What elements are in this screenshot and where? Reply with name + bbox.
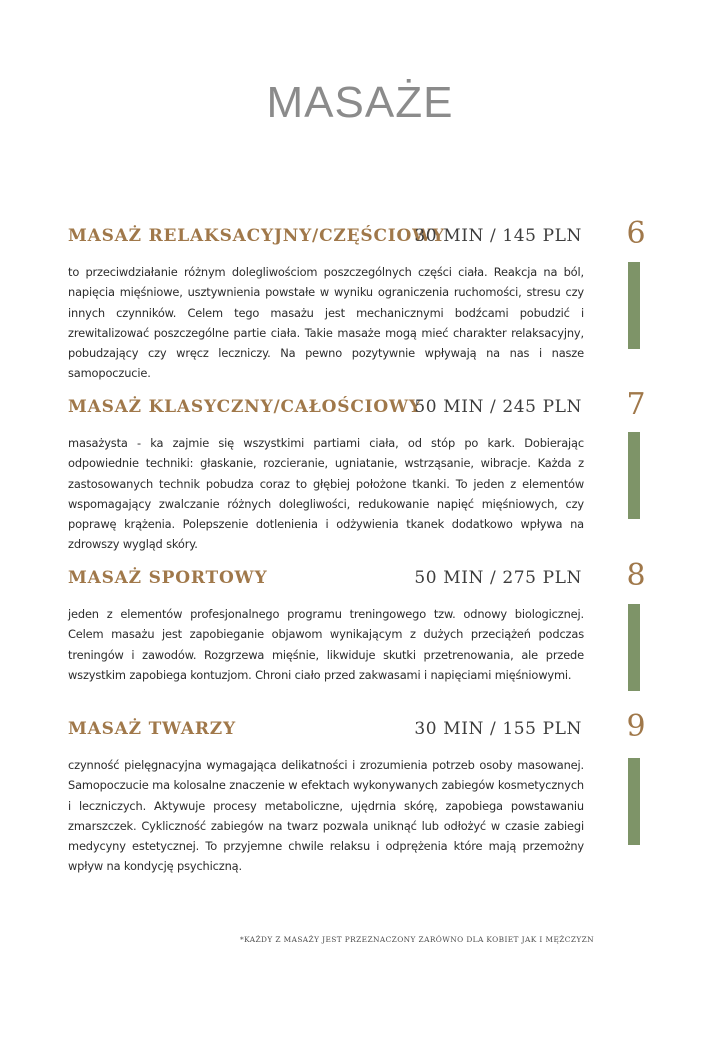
accent-bar (628, 758, 640, 845)
service-name: MASAŻ RELAKSACYJNY/CZĘŚCIOWY (68, 226, 445, 246)
service-item (68, 397, 584, 555)
service-price: 50 MIN / 275 PLN (414, 568, 582, 588)
service-price: 30 MIN / 145 PLN (414, 226, 582, 246)
page-title: MASAŻE (266, 78, 454, 127)
service-description: jeden z elementów profesjonalnego programu treningowego tzw. odnowy biologicznej. Celem masażu jest zapobieganie objawom wynikającym z dużych przeciążeń podczas treningów i zawodów. Rozgrzewa mięśnie, likwiduje skutki przetrenowania, ale przede wszystkim zapobiega kontuzjom. Chroni ciało przed zakwasami i napięciami mięśniowymi. (68, 607, 584, 682)
accent-bar (628, 604, 640, 691)
service-name: MASAŻ SPORTOWY (68, 568, 268, 588)
service-description: czynność pielęgnacyjna wymagająca delikatności i zrozumienia potrzeb osoby masowanej. Samopoczucie ma kolosalne znaczenie w efektach wykonywanych zabiegów kosmetycznych i leczniczych. Aktywuje procesy metaboliczne, ujędrnia skórę, zapobiega powstawaniu zmarszczek. Cykliczność zabiegów na twarz pozwala uniknąć lub odłożyć w czasie zabiegi medycyny estetycznej. To przyjemne chwile relaksu i odprężenia które mają przemożny wpływ na kondycję psychiczną. (68, 758, 584, 874)
footnote: *KAŻDY Z MASAŻY JEST PRZEZNACZONY ZARÓWNO DLA KOBIET JAK I MĘŻCZYZN (240, 935, 595, 944)
accent-bar (628, 262, 640, 349)
service-name: MASAŻ KLASYCZNY/CAŁOŚCIOWY (68, 397, 422, 417)
service-item (68, 568, 584, 685)
service-number: 8 (626, 558, 646, 593)
service-number: 6 (626, 216, 646, 251)
service-description: to przeciwdziałanie różnym dolegliwościom poszczególnych części ciała. Reakcja na ból, napięcia mięśniowe, usztywnienia powstałe w wyniku ograniczenia ruchomości, stresu czy innych czynników. Celem tego masażu jest mechanicznymi bodźcami pobudzić i zrewitalizować poszczególne partie ciała. Takie masaże mogą mieć charakter relaksacyjny, pobudzający czy wręcz leczniczy. Na pewno pozytywnie wpływają na nas i nasze samopoczucie. (68, 265, 584, 381)
accent-bar (628, 432, 640, 519)
service-item (68, 226, 584, 384)
service-price: 50 MIN / 245 PLN (414, 397, 582, 417)
service-number: 9 (626, 709, 646, 744)
service-item (68, 719, 584, 877)
service-price: 30 MIN / 155 PLN (414, 719, 582, 739)
service-description: masażysta - ka zajmie się wszystkimi partiami ciała, od stóp po kark. Dobierając odpowiednie techniki: głaskanie, rozcieranie, ugniatanie, wstrząsanie, wibracje. Każda z zastosowanych technik pobudza coraz to głębiej położone tkanki. To jeden z elementów wspomagający zwalczanie różnych dolegliwości, redukowanie napięć mięśniowych, czy poprawę krążenia. Polepszenie dotlenienia i odżywienia tkanek dodatkowo wpływa na zdrowszy wygląd skóry. (68, 436, 584, 552)
service-name: MASAŻ TWARZY (68, 719, 236, 739)
service-number: 7 (626, 387, 646, 422)
